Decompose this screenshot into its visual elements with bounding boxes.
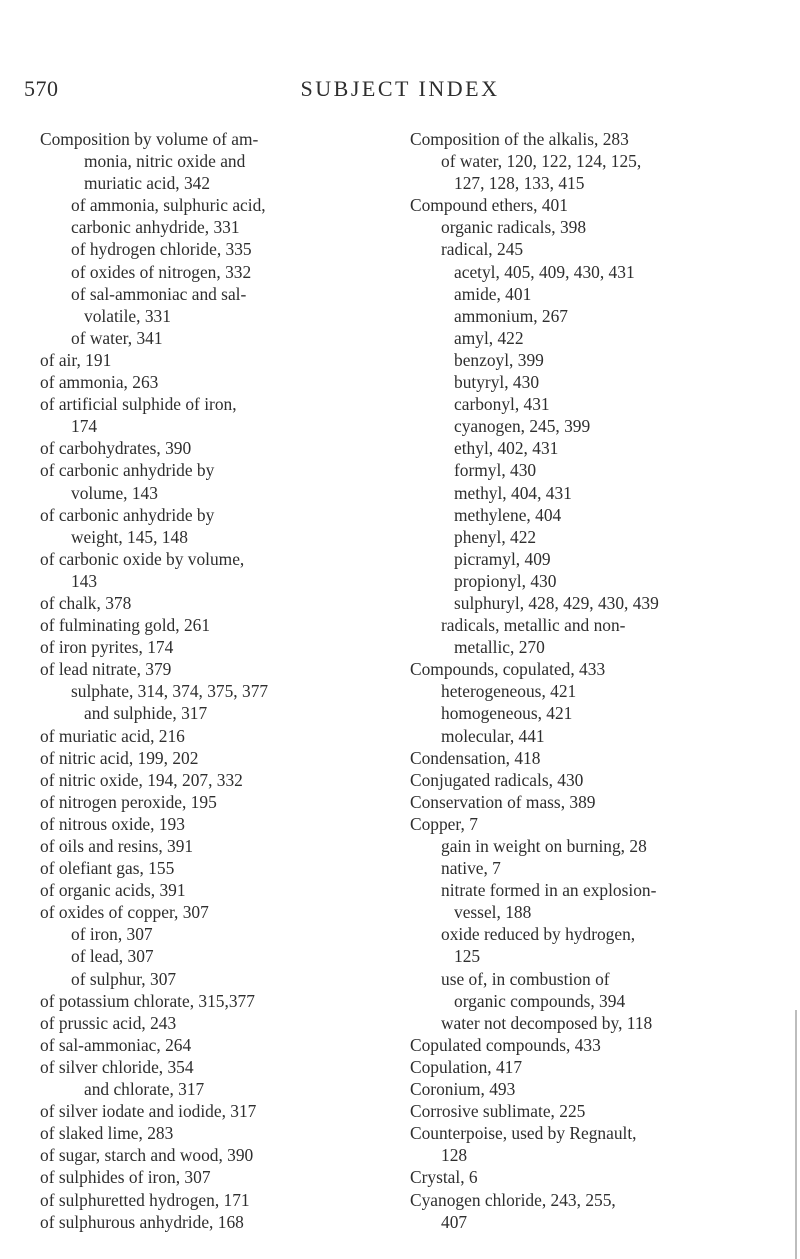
index-column-left <box>40 128 385 1233</box>
index-entry: amide, 401 <box>454 283 532 304</box>
index-entry: of carbonic anhydride by <box>40 460 215 481</box>
index-entry: of ammonia, 263 <box>40 372 159 393</box>
index-entry: of iron pyrites, 174 <box>40 637 174 658</box>
index-entry: of air, 191 <box>40 349 112 370</box>
index-entry: muriatic acid, 342 <box>84 173 211 194</box>
index-entry: organic compounds, 394 <box>454 990 626 1011</box>
index-entry: amyl, 422 <box>454 327 524 348</box>
index-entry: weight, 145, 148 <box>71 526 188 547</box>
index-entry: 125 <box>454 946 481 967</box>
index-entry: volume, 143 <box>71 482 158 503</box>
index-entry: Conjugated radicals, 430 <box>410 769 584 790</box>
index-entry: of slaked lime, 283 <box>40 1123 174 1144</box>
index-entry: of carbohydrates, 390 <box>40 438 192 459</box>
index-entry: methyl, 404, 431 <box>454 482 572 503</box>
index-entry: Cyanogen chloride, 243, 255, <box>410 1189 616 1210</box>
index-entry: phenyl, 422 <box>454 526 537 547</box>
index-entry: Corrosive sublimate, 225 <box>410 1101 586 1122</box>
index-entry: of nitrogen peroxide, 195 <box>40 791 217 812</box>
index-entry: Coronium, 493 <box>410 1079 516 1100</box>
index-entry: Counterpoise, used by Regnault, <box>410 1123 637 1144</box>
index-entry: native, 7 <box>441 858 501 879</box>
index-entry: 407 <box>441 1211 468 1232</box>
index-entry: formyl, 430 <box>454 460 537 481</box>
index-entry: of organic acids, 391 <box>40 880 186 901</box>
index-entry: monia, nitric oxide and <box>84 151 246 172</box>
index-entry: of lead, 307 <box>71 946 154 967</box>
index-entry: of artificial sulphide of iron, <box>40 394 237 415</box>
index-entry: heterogeneous, 421 <box>441 681 577 702</box>
index-entry: of carbonic anhydride by <box>40 504 215 525</box>
index-entry: Compound ethers, 401 <box>410 195 568 216</box>
index-entry: ammonium, 267 <box>454 305 568 326</box>
index-entry: of sugar, starch and wood, 390 <box>40 1145 254 1166</box>
index-entry: carbonic anhydride, 331 <box>71 217 240 238</box>
index-entry: of fulminating gold, 261 <box>40 615 211 636</box>
index-entry: of muriatic acid, 216 <box>40 725 185 746</box>
page-number: 570 <box>24 76 59 101</box>
index-entry: propionyl, 430 <box>454 570 557 591</box>
index-entry: molecular, 441 <box>441 725 545 746</box>
index-entry: of sal-ammoniac and sal- <box>71 283 247 304</box>
index-entry: 174 <box>71 416 98 437</box>
index-entry: volatile, 331 <box>84 305 171 326</box>
index-entry: radicals, metallic and non- <box>441 615 626 636</box>
index-entry: of oxides of copper, 307 <box>40 902 209 923</box>
index-entry: and sulphide, 317 <box>84 703 208 724</box>
index-entry: Conservation of mass, 389 <box>410 791 596 812</box>
index-entry: of ammonia, sulphuric acid, <box>71 195 266 216</box>
index-entry: of carbonic oxide by volume, <box>40 548 245 569</box>
index-entry: of hydrogen chloride, 335 <box>71 239 252 260</box>
index-entry: Compounds, copulated, 433 <box>410 659 606 680</box>
page-header <box>0 76 800 106</box>
index-entry: of silver iodate and iodide, 317 <box>40 1101 257 1122</box>
index-entry: cyanogen, 245, 399 <box>454 416 591 437</box>
index-entry: sulphate, 314, 374, 375, 377 <box>71 681 269 702</box>
index-entry: ethyl, 402, 431 <box>454 438 559 459</box>
index-entry: homogeneous, 421 <box>441 703 573 724</box>
index-entry: water not decomposed by, 118 <box>441 1012 653 1033</box>
index-entry: of nitric acid, 199, 202 <box>40 747 199 768</box>
index-entry: of oils and resins, 391 <box>40 836 194 856</box>
index-entry: oxide reduced by hydrogen, <box>441 924 636 945</box>
index-entry: of sulphurous anhydride, 168 <box>40 1211 244 1232</box>
index-entry: of sulphides of iron, 307 <box>40 1167 211 1188</box>
index-entry: organic radicals, 398 <box>441 217 587 238</box>
index-entry: benzoyl, 399 <box>454 349 544 370</box>
index-entry: Copulated compounds, 433 <box>410 1034 601 1055</box>
index-entry: carbonyl, 431 <box>454 394 550 415</box>
index-entry: of chalk, 378 <box>40 592 132 613</box>
index-entry: Composition by volume of am- <box>40 129 259 149</box>
index-entry: Crystal, 6 <box>410 1167 478 1188</box>
index-entry: of silver chloride, 354 <box>40 1056 194 1077</box>
running-title: SUBJECT INDEX <box>300 76 500 101</box>
page-edge-line <box>795 1010 797 1259</box>
index-entry: radical, 245 <box>441 239 524 260</box>
index-entry: of iron, 307 <box>71 924 153 945</box>
index-entry: of prussic acid, 243 <box>40 1012 177 1033</box>
index-entry: methylene, 404 <box>454 504 562 525</box>
index-entry: gain in weight on burning, 28 <box>441 836 647 856</box>
index-entry: Composition of the alkalis, 283 <box>410 129 629 149</box>
index-entry: nitrate formed in an explosion- <box>441 880 657 901</box>
index-entry: acetyl, 405, 409, 430, 431 <box>454 261 635 282</box>
index-entry: and chlorate, 317 <box>84 1079 205 1100</box>
index-entry: picramyl, 409 <box>454 548 551 569</box>
index-entry: of sulphur, 307 <box>71 968 177 989</box>
index-entry: of sal-ammoniac, 264 <box>40 1034 192 1055</box>
index-entry: use of, in combustion of <box>441 968 610 989</box>
index-entry: of oxides of nitrogen, 332 <box>71 261 252 282</box>
index-entry: Copper, 7 <box>410 813 478 834</box>
index-entry: sulphuryl, 428, 429, 430, 439 <box>454 592 659 613</box>
index-entry: 128 <box>441 1145 468 1166</box>
index-entry: of water, 120, 122, 124, 125, <box>441 151 642 172</box>
index-entry: Condensation, 418 <box>410 747 541 768</box>
index-entry: 143 <box>71 570 98 591</box>
index-entry: 127, 128, 133, 415 <box>454 173 585 194</box>
index-entry: of potassium chlorate, 315,377 <box>40 990 255 1011</box>
index-entry: of nitric oxide, 194, 207, 332 <box>40 769 243 790</box>
index-column-right <box>410 128 780 1233</box>
index-entry: of olefiant gas, 155 <box>40 858 175 879</box>
index-entry: of sulphuretted hydrogen, 171 <box>40 1189 250 1210</box>
index-entry: butyryl, 430 <box>454 372 540 393</box>
index-entry: Copulation, 417 <box>410 1056 523 1077</box>
index-entry: vessel, 188 <box>454 902 532 923</box>
index-entry: of water, 341 <box>71 327 163 348</box>
index-entry: metallic, 270 <box>454 637 545 658</box>
index-entry: of lead nitrate, 379 <box>40 659 172 680</box>
index-entry: of nitrous oxide, 193 <box>40 813 185 834</box>
